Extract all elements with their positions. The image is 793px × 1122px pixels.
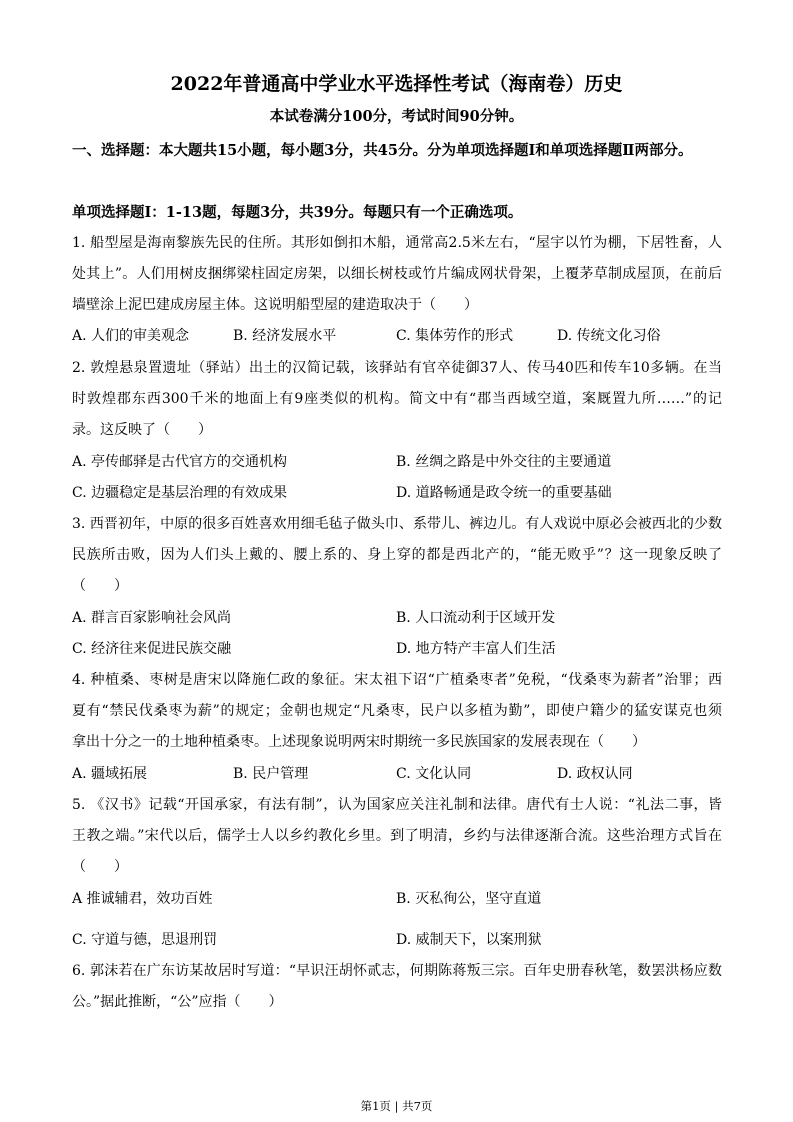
question-6-line-1: 6. 郭沫若在广东访某故居时写道：“早识汪胡怀贰志，何期陈蒋叛三宗。百年史册春秋笔，数罢洪杨应数 xyxy=(72,963,722,979)
question-4-option-c[interactable]: C. 文化认同 xyxy=(396,766,472,782)
question-3-line-1: 3. 西晋初年，中原的很多百姓喜欢用细毛毡子做头巾、系带儿、裤边儿。有人戏说中原必会被西北的少数 xyxy=(72,516,722,532)
question-2-option-c[interactable]: C. 边疆稳定是基层治理的有效成果 xyxy=(72,485,288,501)
question-3-option-a[interactable]: A. 群言百家影响社会风尚 xyxy=(72,610,232,626)
question-5-line-3: （ ） xyxy=(72,859,128,875)
question-2-line-1: 2. 敦煌悬泉置遗址（驿站）出土的汉简记载，该驿站有官卒徒御37人、传马40匹和传车10多辆。在当 xyxy=(72,360,722,376)
question-1-option-d[interactable]: D. 传统文化习俗 xyxy=(557,328,661,344)
question-1-option-c[interactable]: C. 集体劳作的形式 xyxy=(396,328,514,344)
question-4-option-a[interactable]: A. 疆域拓展 xyxy=(72,766,148,782)
question-2-option-b[interactable]: B. 丝绸之路是中外交往的主要通道 xyxy=(396,454,612,470)
subsection-heading: 单项选择题Ⅰ：1-13题，每题3分，共39分。每题只有一个正确选项。 xyxy=(72,204,523,221)
question-5-option-a[interactable]: A 推诚辅君，效功百姓 xyxy=(72,891,213,907)
question-4-line-2: 夏有“禁民伐桑枣为薪”的规定；金朝也规定“凡桑枣，民户以多植为勤”，即使户籍少的猛安谋克也须 xyxy=(72,703,722,719)
question-3-line-2: 民族所击败，因为人们头上戴的、腰上系的、身上穿的都是西北产的，“能无败乎”？这一现象反映了 xyxy=(72,547,722,563)
page-title: 2022年普通高中学业水平选择性考试（海南卷）历史 xyxy=(170,73,623,95)
question-3-option-d[interactable]: D. 地方特产丰富人们生活 xyxy=(396,641,556,657)
question-5-line-1: 5. 《汉书》记载“开国承家，有法有制”，认为国家应关注礼制和法律。唐代有士人说：“礼法二事，皆 xyxy=(72,797,722,813)
question-1-line-2: 处其上”。人们用树皮捆绑梁柱固定房架，以细长树枝或竹片编成网状骨架，上覆茅草制成屋顶，在前后 xyxy=(72,266,722,282)
question-5-option-c[interactable]: C. 守道与德，思退刑罚 xyxy=(72,932,218,948)
question-1-line-3: 墙壁涂上泥巴建成房屋主体。这说明船型屋的建造取决于（ ） xyxy=(72,297,478,313)
question-6-line-2: 公。”据此推断，“公”应指（ ） xyxy=(72,994,283,1010)
question-1-option-b[interactable]: B. 经济发展水平 xyxy=(233,328,337,344)
section-heading: 一、选择题：本大题共15小题，每小题3分，共45分。分为单项选择题Ⅰ和单项选择题Ⅱ两部分。 xyxy=(72,142,693,159)
question-5-line-2: 王教之端。”宋代以后，儒学士人以乡约教化乡里。到了明清，乡约与法律逐渐合流。这些治理方式旨在 xyxy=(72,828,722,844)
question-5-option-b[interactable]: B. 灭私徇公，坚守直道 xyxy=(396,891,542,907)
question-2-option-a[interactable]: A. 亭传邮驿是古代官方的交通机构 xyxy=(72,454,288,470)
question-2-line-3: 录。这反映了（ ） xyxy=(72,422,212,438)
question-4-option-d[interactable]: D. 政权认同 xyxy=(557,766,633,782)
question-2-option-d[interactable]: D. 道路畅通是政令统一的重要基础 xyxy=(396,485,612,501)
question-4-line-3: 拿出十分之一的土地种植桑枣。上述现象说明两宋时期统一多民族国家的发展表现在（ ） xyxy=(72,734,646,750)
question-3-option-c[interactable]: C. 经济往来促进民族交融 xyxy=(72,641,232,657)
question-4-option-b[interactable]: B. 民户管理 xyxy=(233,766,309,782)
question-4-line-1: 4. 种植桑、枣树是唐宋以降施仁政的象征。宋太祖下诏“广植桑枣者”免税，“伐桑枣为薪者”治罪；西 xyxy=(72,672,722,688)
exam-info: 本试卷满分100分，考试时间90分钟。 xyxy=(269,108,524,125)
page-footer: 第1页 | 共7页 xyxy=(360,1099,433,1113)
question-5-option-d[interactable]: D. 威制天下，以案刑狱 xyxy=(396,932,542,948)
question-2-line-2: 时敦煌郡东西300千米的地面上有9座类似的机构。简文中有“郡当西域空道，案厩置九所……”的记 xyxy=(72,391,722,407)
question-1-option-a[interactable]: A. 人们的审美观念 xyxy=(72,328,190,344)
question-3-line-3: （ ） xyxy=(72,578,128,594)
question-3-option-b[interactable]: B. 人口流动利于区域开发 xyxy=(396,610,556,626)
question-1-line-1: 1. 船型屋是海南黎族先民的住所。其形如倒扣木船，通常高2.5米左右，“屋宇以竹为棚，下居牲畜，人 xyxy=(72,235,722,251)
